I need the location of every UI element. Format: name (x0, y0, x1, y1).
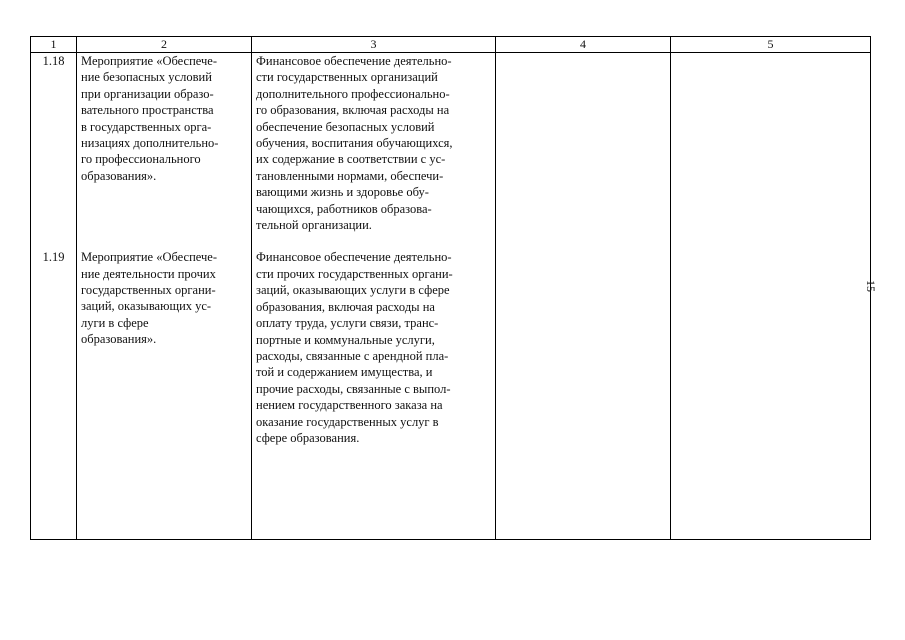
column-4-cell (496, 53, 671, 540)
column-header-2: 2 (77, 37, 252, 53)
description-text-1-18: Финансовое обеспечение деятельно- сти государственных организаций дополнительного профессионально- го образования, включая расходы на обеспечение безопасных условий обучения, воспитания обучающихся, их содержание в соответствии с ус- тановленными нормами, обеспечи- вающими жизнь и здоровье обу- чающихся, работников образова- тельной организации. (256, 54, 453, 233)
column-5-cell (671, 53, 871, 540)
column-header-4: 4 (496, 37, 671, 53)
column-header-5: 5 (671, 37, 871, 53)
number-cell (31, 53, 77, 540)
description-text-1-19: Финансовое обеспечение деятельно- сти прочих государственных органи- заций, оказывающих услуги в сфере образования, включая расходы на оплату труда, услуги связи, транс- портные и коммунальные услуги, расходы, связанные с арендной пла- той и содержанием имущества, и прочие расходы, связанные с выпол- нением государственного заказа на оказание государственных услуг в сфере образования. (256, 250, 453, 445)
page-number: 15 (864, 280, 878, 292)
event-cell (77, 53, 252, 540)
row-number-1-18: 1.18 (42, 54, 65, 68)
event-text-1-18: Мероприятие «Обеспече- ние безопасных условий при организации образо- вательного пространства в государственных орга- низациях дополнительно- го профессионального образования». (81, 54, 219, 183)
row-number-1-19: 1.19 (42, 250, 65, 265)
column-header-1: 1 (31, 37, 77, 53)
column-header-3: 3 (252, 37, 496, 53)
activities-table (30, 36, 871, 540)
table-header-row (31, 37, 871, 53)
event-text-1-19: Мероприятие «Обеспече- ние деятельности прочих государственных органи- заций, оказывающих ус- луги в сфере образования». (81, 250, 218, 347)
description-cell (252, 53, 496, 540)
table-body-row (31, 53, 871, 540)
